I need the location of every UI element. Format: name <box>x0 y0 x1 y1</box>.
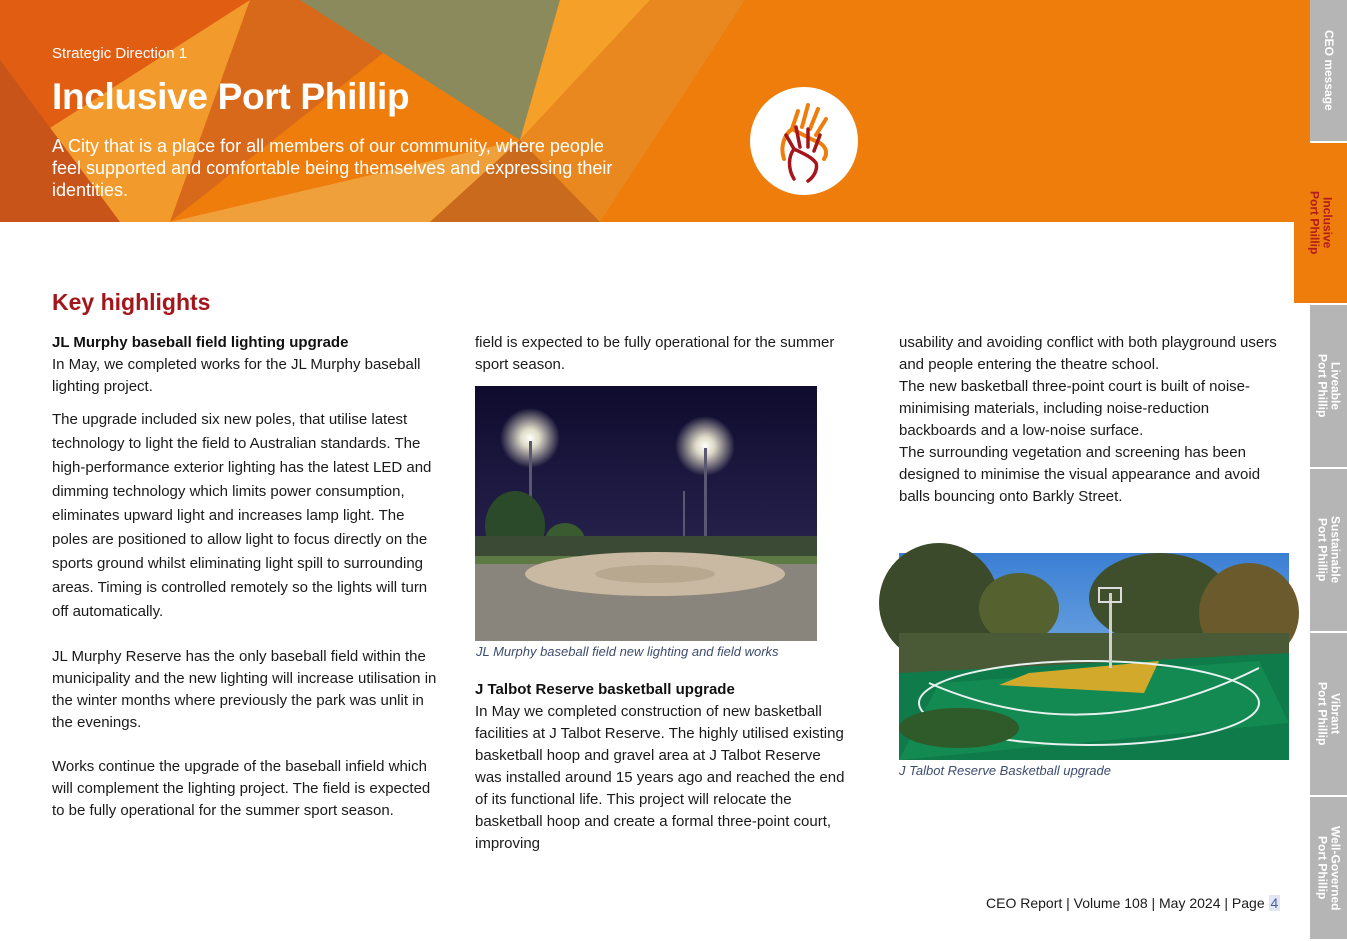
column-2-basketball <box>475 679 847 855</box>
basketball-court-photo <box>899 553 1289 760</box>
tab-label: Well-Governed Port Phillip <box>1315 825 1343 911</box>
basketball-paragraph-3: The surrounding vegetation and screening has been designed to minimise the visual appearance and avoid balls bouncing onto Barkly Street. <box>899 444 1261 505</box>
basketball-court-image <box>899 553 1289 760</box>
page-title: Inclusive Port Phillip <box>52 76 410 117</box>
baseball-paragraph-4: Works continue the upgrade of the baseball infield which will complement the lighting project. The field is expected to be fully operational for the summer sport season. <box>52 758 431 819</box>
section-tabs <box>1307 0 1347 941</box>
baseball-photo-caption: JL Murphy baseball field new lighting and field works <box>476 644 779 659</box>
basketball-paragraph-1-continued: usability and avoiding conflict with both playground users and people entering the theatre school. <box>899 334 1277 373</box>
baseball-paragraph-4-continued: field is expected to be fully operational for the summer sport season. <box>475 334 835 373</box>
baseball-paragraph-3: JL Murphy Reserve has the only baseball field within the municipality and the new lighting will increase utilisation in the winter months where previously the park was unlit in the evenings. <box>52 648 437 731</box>
column-3 <box>899 332 1279 508</box>
hands-icon <box>750 87 858 195</box>
hands-emblem <box>750 87 858 195</box>
tab-inclusive-port-phillip[interactable] <box>1294 143 1347 305</box>
tab-label: Liveable Port Phillip <box>1315 354 1343 418</box>
tab-label: Inclusive Port Phillip <box>1307 191 1335 255</box>
strategic-direction-label: Strategic Direction 1 <box>52 45 188 62</box>
column-2-continuation <box>475 332 847 376</box>
section-title-baseball: JL Murphy baseball field lighting upgrade <box>52 334 349 351</box>
tab-label: Vibrant Port Phillip <box>1315 682 1343 746</box>
page-number: 4 <box>1270 895 1279 911</box>
basketball-paragraph-1: In May we completed construction of new basketball facilities at J Talbot Reserve. The highly utilised existing basketball hoop and gravel area at J Talbot Reserve was installed around 15 years ago and reached the end of its functional life. This project will relocate the basketball hoop and create a formal three-point court, improving <box>475 703 845 852</box>
column-1 <box>52 332 437 819</box>
section-title-basketball: J Talbot Reserve basketball upgrade <box>475 681 735 698</box>
footer-text: CEO Report | Volume 108 | May 2024 | Page <box>986 895 1269 911</box>
basketball-photo-caption: J Talbot Reserve Basketball upgrade <box>899 763 1111 778</box>
page-footer <box>986 895 1280 911</box>
header-banner <box>0 0 1310 222</box>
tab-vibrant-port-phillip[interactable] <box>1310 633 1347 797</box>
baseball-paragraph-2: The upgrade included six new poles, that utilise latest technology to light the field to Australian standards. The high-performance exterior lighting has the latest LED and dimming technology which limits power consumption, eliminates upward light and increases lamp light. The poles are positioned to allow light to focus directly on the sports ground whilst eliminating light spill to surrounding areas. Timing is controlled remotely so the lights will turn off automatically. <box>52 411 432 620</box>
page-tagline: A City that is a place for all members of our community, where people feel supported and comfortable being themselves and expressing their identities. <box>52 136 613 200</box>
tab-liveable-port-phillip[interactable] <box>1310 305 1347 469</box>
tab-label: Sustainable Port Phillip <box>1315 516 1343 584</box>
tab-well-governed-port-phillip[interactable] <box>1310 797 1347 941</box>
tab-label: CEO message <box>1322 30 1336 111</box>
key-highlights-heading: Key highlights <box>52 289 211 315</box>
baseball-field-photo <box>475 386 817 641</box>
tab-ceo-message[interactable] <box>1310 0 1347 143</box>
baseball-field-image <box>475 386 817 641</box>
basketball-paragraph-2: The new basketball three-point court is built of noise-minimising materials, including noise-reduction backboards and a low-noise surface. <box>899 378 1251 439</box>
baseball-paragraph-1: In May, we completed works for the JL Murphy baseball lighting project. <box>52 356 421 395</box>
tab-sustainable-port-phillip[interactable] <box>1310 469 1347 633</box>
